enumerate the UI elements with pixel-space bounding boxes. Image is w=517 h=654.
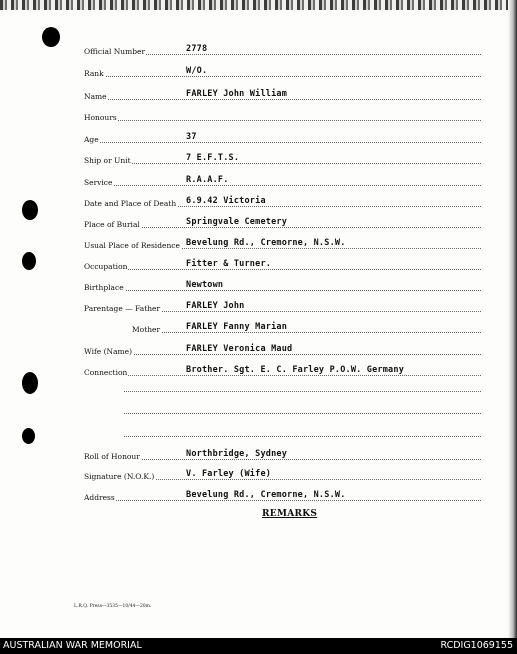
punch-hole bbox=[22, 252, 36, 270]
scan-top-edge bbox=[0, 0, 517, 10]
punch-hole bbox=[22, 428, 35, 444]
field-name bbox=[84, 87, 481, 101]
field-label: Rank bbox=[84, 69, 104, 78]
field-label: Roll of Honour bbox=[84, 452, 140, 461]
field-label: Service bbox=[84, 178, 113, 187]
field-rank bbox=[84, 64, 481, 78]
print-code: L.R.Q. Press—3535—10/44—20m. bbox=[74, 604, 152, 609]
field-label: Official Number bbox=[84, 47, 146, 56]
field-mother bbox=[84, 320, 481, 334]
field-value: Brother. Sgt. E. C. Farley P.O.W. Germany bbox=[186, 365, 405, 375]
field-label: Place of Burial bbox=[84, 220, 140, 229]
field-label: Ship or Unit bbox=[84, 156, 131, 165]
field-value: FARLEY John bbox=[186, 301, 245, 311]
field-address bbox=[84, 488, 481, 502]
field-value: Bevelung Rd., Cremorne, N.S.W. bbox=[186, 490, 346, 500]
field-label: Name bbox=[84, 92, 107, 101]
field-value: 2778 bbox=[186, 44, 208, 54]
field-ship-or-unit bbox=[84, 151, 481, 165]
punch-hole bbox=[42, 27, 60, 47]
field-label: Wife (Name) bbox=[84, 347, 133, 356]
field-label: Usual Place of Residence bbox=[84, 241, 180, 250]
field-age bbox=[84, 130, 481, 144]
field-value: 6.9.42 Victoria bbox=[186, 196, 266, 206]
field-connection bbox=[84, 363, 481, 377]
field-signature-nok bbox=[84, 467, 481, 481]
field-label: Honours bbox=[84, 113, 117, 122]
punch-hole bbox=[22, 200, 38, 220]
field-value: 7 E.F.T.S. bbox=[186, 153, 240, 163]
field-occupation bbox=[84, 257, 481, 271]
footer-institution: AUSTRALIAN WAR MEMORIAL bbox=[3, 640, 142, 651]
field-date-place-of-death bbox=[84, 194, 481, 208]
field-value: Newtown bbox=[186, 280, 224, 290]
field-label: Parentage — Father bbox=[84, 304, 161, 313]
blank-line bbox=[124, 436, 481, 437]
field-parentage-father bbox=[84, 299, 481, 313]
field-value: FARLEY Veronica Maud bbox=[186, 344, 293, 354]
field-usual-residence bbox=[84, 236, 481, 250]
field-label: Signature (N.O.K.) bbox=[84, 472, 155, 481]
field-value: FARLEY Fanny Marian bbox=[186, 322, 288, 332]
field-label: Age bbox=[84, 135, 99, 144]
field-value: W/O. bbox=[186, 66, 208, 76]
field-label: Occupation bbox=[84, 262, 128, 271]
field-official-number bbox=[84, 42, 481, 56]
field-value: 37 bbox=[186, 132, 197, 142]
field-honours bbox=[84, 108, 481, 122]
archive-footer bbox=[0, 638, 517, 654]
scan-right-edge bbox=[508, 0, 517, 638]
field-value: Fitter & Turner. bbox=[186, 259, 272, 269]
field-roll-of-honour bbox=[84, 447, 481, 461]
field-label: Address bbox=[84, 493, 115, 502]
field-label: Birthplace bbox=[84, 283, 124, 292]
field-label: Connection bbox=[84, 368, 128, 377]
field-value: V. Farley (Wife) bbox=[186, 469, 272, 479]
footer-record-id: RCDIG1069155 bbox=[440, 640, 513, 651]
field-place-of-burial bbox=[84, 215, 481, 229]
field-value: FARLEY John William bbox=[186, 89, 288, 99]
field-value: R.A.A.F. bbox=[186, 175, 229, 185]
field-wife-name bbox=[84, 342, 481, 356]
field-value: Northbridge, Sydney bbox=[186, 449, 288, 459]
punch-hole bbox=[22, 372, 38, 394]
field-service bbox=[84, 173, 481, 187]
field-label: Date and Place of Death bbox=[84, 199, 177, 208]
blank-line bbox=[124, 391, 481, 392]
field-label: Mother bbox=[132, 325, 161, 334]
blank-line bbox=[124, 413, 481, 414]
field-value: Bevelung Rd., Cremorne, N.S.W. bbox=[186, 238, 346, 248]
field-birthplace bbox=[84, 278, 481, 292]
field-value: Springvale Cemetery bbox=[186, 217, 288, 227]
remarks-heading: REMARKS bbox=[262, 509, 318, 519]
